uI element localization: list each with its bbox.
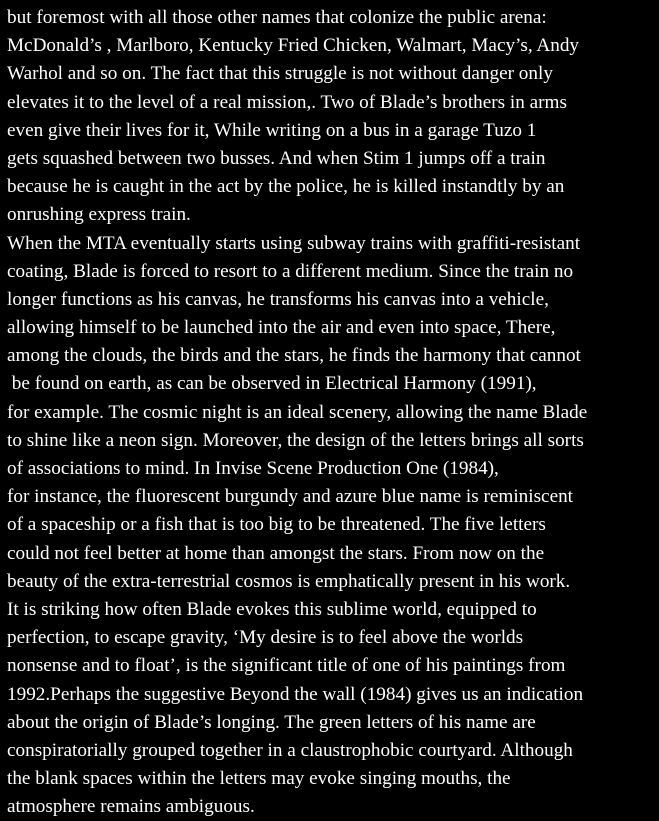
text-line: longer functions as his canvas, he transforms his canvas into a vehicle,: [7, 288, 549, 310]
text-line: even give their lives for it, While writing on a bus in a garage Tuzo 1: [7, 119, 537, 141]
text-line: 1992.Perhaps the suggestive Beyond the wall (1984) gives us an indication: [7, 683, 584, 705]
text-line: beauty of the extra-terrestrial cosmos is emphatically present in his work.: [7, 570, 571, 592]
text-line: of associations to mind. In Invise Scene Production One (1984),: [7, 458, 499, 479]
text-line: nonsense and to float’, is the significant title of one of his paintings from: [7, 655, 566, 677]
text-line: elevates it to the level of a real mission,. Two of Blade’s brothers in arms: [7, 91, 567, 113]
document-text-body: [7, 4, 659, 821]
text-line: among the clouds, the birds and the stars, he finds the harmony that cannot: [7, 345, 581, 367]
text-line: be found on earth, as can be observed in Electrical Harmony (1991),: [7, 373, 537, 395]
text-line: because he is caught in the act by the police, he is killed instandtly by an: [7, 176, 565, 198]
text-line: coating, Blade is forced to resort to a different medium. Since the train no: [7, 260, 574, 282]
text-line: When the MTA eventually starts using subway trains with graffiti-resistant: [7, 232, 581, 254]
text-line: about the origin of Blade’s longing. The green letters of his name are: [7, 711, 536, 733]
text-line: perfection, to escape gravity, ‘My desire is to feel above the worlds: [7, 627, 524, 649]
text-line: Warhol and so on. The fact that this struggle is not without danger only: [7, 63, 553, 85]
text-line: It is striking how often Blade evokes this sublime world, equipped to: [7, 598, 537, 620]
text-line: could not feel better at home than amongst the stars. From now on the: [7, 542, 545, 564]
text-line: but foremost with all those other names that colonize the public arena:: [7, 7, 547, 28]
text-line: for instance, the fluorescent burgundy and azure blue name is reminiscent: [7, 486, 574, 508]
text-line: allowing himself to be launched into the air and even into space, There,: [7, 317, 556, 339]
text-line: gets squashed between two busses. And when Stim 1 jumps off a train: [7, 147, 546, 169]
text-line: for example. The cosmic night is an ideal scenery, allowing the name Blade: [7, 401, 588, 423]
text-line: conspiratorially grouped together in a claustrophobic courtyard. Although: [7, 739, 573, 761]
text-line: atmosphere remains ambiguous.: [7, 796, 255, 818]
text-line: of a spaceship or a fish that is too big to be threatened. The five letters: [7, 514, 546, 536]
text-line: McDonald’s , Marlboro, Kentucky Fried Chicken, Walmart, Macy’s, Andy: [7, 35, 580, 57]
text-line: to shine like a neon sign. Moreover, the design of the letters brings all sorts: [7, 429, 584, 451]
text-line: onrushing express train.: [7, 204, 191, 226]
text-line: the blank spaces within the letters may evoke singing mouths, the: [7, 768, 511, 790]
